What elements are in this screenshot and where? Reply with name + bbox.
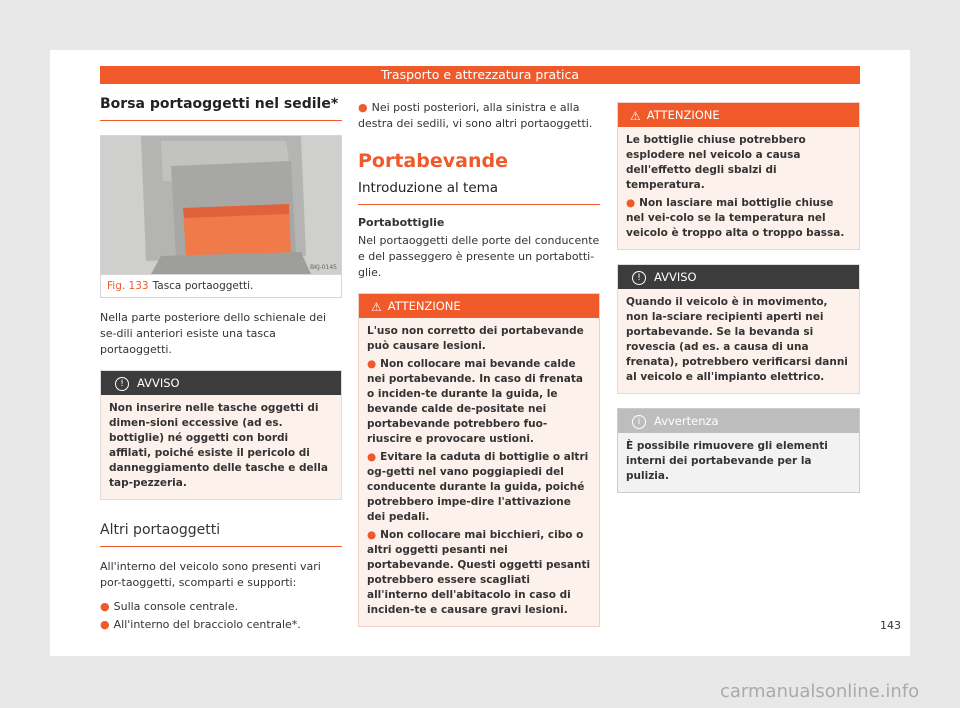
attenzione-box-2 bbox=[617, 102, 860, 250]
figure-code: BKJ-0145 bbox=[309, 264, 337, 271]
avviso-label: AVVISO bbox=[137, 376, 180, 390]
seat-illustration-svg bbox=[101, 136, 341, 274]
bullet-icon: ● bbox=[100, 618, 110, 631]
attenzione-header bbox=[618, 103, 859, 127]
column-2 bbox=[358, 96, 600, 627]
avviso-label: AVVISO bbox=[654, 270, 697, 284]
avviso-body: Non inserire nelle tasche oggetti di dimen-sioni eccessive (ad es. bottiglie) né oggetti con bordi affilati, poiché esiste il pericolo di danneggiamento delle tasche e della tap-pezzeria. bbox=[101, 395, 341, 499]
bullet-icon: ● bbox=[367, 358, 377, 370]
attenzione-body bbox=[359, 318, 599, 626]
bullet-icon: ● bbox=[367, 529, 377, 541]
figure-caption bbox=[101, 274, 341, 297]
intro-title: Introduzione al tema bbox=[358, 180, 600, 205]
list-item-text: Sulla console centrale. bbox=[113, 600, 239, 613]
list-item bbox=[100, 617, 342, 633]
avviso-header bbox=[101, 371, 341, 395]
avviso-header bbox=[618, 265, 859, 289]
attenzione-item-text: Non lasciare mai bottiglie chiuse nel vei-colo se la temperatura nel veicolo è troppo alta o troppo bassa. bbox=[626, 197, 845, 239]
bullet-icon: ● bbox=[626, 197, 636, 209]
figure-seat-pocket bbox=[100, 135, 342, 298]
attenzione-header bbox=[359, 294, 599, 318]
info-icon: ! bbox=[115, 377, 129, 391]
attenzione-item-text: Non collocare mai bevande calde nei portabevande. In caso di frenata o inciden-te durante la guida, le bevande calde de-positate nei portabevande potrebbero fuo-riuscire e provocare ustioni. bbox=[367, 358, 583, 445]
subsection-title: Altri portaoggetti bbox=[100, 522, 342, 547]
bullet-icon: ● bbox=[358, 101, 368, 114]
attenzione-intro: L'uso non corretto dei portabevande può causare lesioni. bbox=[367, 325, 584, 352]
attenzione-box-1 bbox=[358, 293, 600, 627]
seat-pocket-illustration bbox=[101, 136, 341, 274]
paragraph-pocket: Nella parte posteriore dello schienale dei se-dili anteriori esiste una tasca portaoggetti. bbox=[100, 311, 327, 356]
paragraph-bottle: Nel portaoggetti delle porte del conducente e del passeggero è presente un portabotti-glie. bbox=[358, 234, 600, 279]
avvertenza-header bbox=[618, 409, 859, 433]
avviso-body: Quando il veicolo è in movimento, non la-sciare recipienti aperti nei portabevande. Se la bevanda si rovescia (ad es. a causa di una frenata), potrebbero verificarsi danni al veicolo e all'impianto elettrico. bbox=[618, 289, 859, 393]
bullet-icon: ● bbox=[367, 451, 377, 463]
avvertenza-label: Avvertenza bbox=[654, 414, 719, 428]
attenzione-item bbox=[367, 528, 591, 618]
watermark: carmanualsonline.info bbox=[720, 681, 920, 702]
bullet-icon: ● bbox=[100, 600, 110, 613]
section-title-portabevande: Portabevande bbox=[358, 150, 508, 172]
avvertenza-box bbox=[617, 408, 860, 493]
attenzione-item-text: Evitare la caduta di bottiglie o altri og-getti nel vano poggiapiedi del conducente durante la guida, poiché potrebbero impe-dire l'attivazione dei pedali. bbox=[367, 451, 589, 523]
attenzione-item-text: Non collocare mai bicchieri, cibo o altri oggetti pesanti nei portabevande. Questi oggetti pesanti potrebbero essere scagliati all'interno dell'abitacolo in caso di inciden-te e causare gravi lesioni. bbox=[367, 529, 591, 616]
info-icon: ! bbox=[632, 271, 646, 285]
avvertenza-body: È possibile rimuovere gli elementi interni dei portabevande per la pulizia. bbox=[618, 433, 859, 492]
attenzione-item bbox=[367, 357, 591, 447]
list-item bbox=[358, 100, 600, 132]
chapter-header: Trasporto e attrezzatura pratica bbox=[100, 66, 860, 84]
attenzione-item bbox=[367, 450, 591, 525]
warning-icon: ⚠ bbox=[371, 299, 382, 314]
avviso-box-2 bbox=[617, 264, 860, 394]
note-icon: i bbox=[632, 415, 646, 429]
attenzione-label: ATTENZIONE bbox=[387, 299, 461, 313]
avviso-box-1 bbox=[100, 370, 342, 500]
warning-icon: ⚠ bbox=[630, 108, 641, 123]
column-3 bbox=[617, 96, 860, 493]
figure-caption-text: Tasca portaoggetti. bbox=[152, 280, 254, 292]
attenzione-intro: Le bottiglie chiuse potrebbero esplodere nel veicolo a causa dell'effetto degli sbalzi di temperatura. bbox=[626, 134, 806, 191]
section-title: Borsa portaoggetti nel sedile* bbox=[100, 96, 342, 121]
attenzione-label: ATTENZIONE bbox=[646, 108, 720, 122]
sub-heading: Portabottiglie bbox=[358, 216, 445, 229]
list-item bbox=[100, 599, 342, 615]
column-1 bbox=[100, 96, 342, 633]
attenzione-body bbox=[618, 127, 859, 249]
list-item-text: Nei posti posteriori, alla sinistra e alla destra dei sedili, vi sono altri portaoggetti. bbox=[358, 101, 593, 130]
page-number: 143 bbox=[880, 619, 901, 632]
attenzione-item bbox=[626, 196, 851, 241]
list-item-text: All'interno del bracciolo centrale*. bbox=[113, 618, 301, 631]
figure-number: Fig. 133 bbox=[107, 280, 149, 292]
paragraph-other: All'interno del veicolo sono presenti vari por-taoggetti, scomparti e supporti: bbox=[100, 560, 321, 589]
